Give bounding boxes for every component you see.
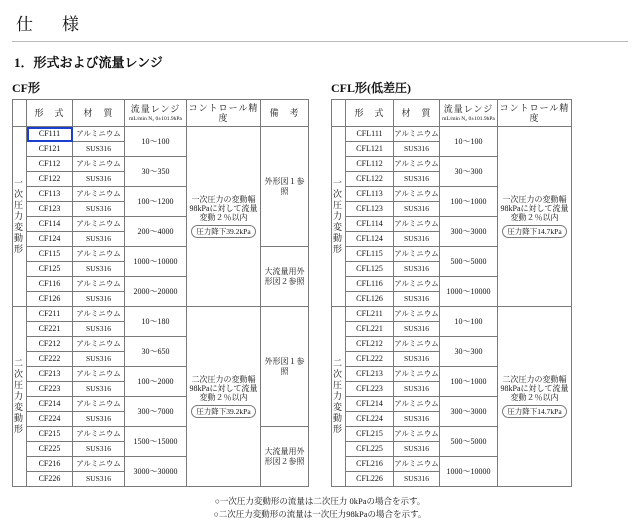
cell-material: SUS316	[394, 142, 440, 157]
cell-flow-range: 30～650	[125, 337, 187, 367]
header-flow-range-unit: mL/min N₂ 0±101.9hPa	[442, 115, 495, 122]
notes-block	[12, 495, 628, 521]
header-material: 材 質	[394, 100, 440, 127]
section-title: 1．形式および流量レンジ	[14, 55, 163, 70]
cell-material: アルミニウム	[73, 157, 125, 172]
cell-flow-range: 30～350	[125, 157, 187, 187]
cell-material: アルミニウム	[394, 307, 440, 322]
header-accuracy: コントロール精度	[498, 100, 572, 127]
cell-flow-range: 10～100	[440, 307, 498, 337]
table-block-cf	[12, 79, 309, 487]
table-row[interactable]	[13, 427, 309, 442]
cell-material: アルミニウム	[394, 427, 440, 442]
cell-accuracy-pressure-drop: 圧力降下14.7kPa	[502, 405, 566, 418]
cell-flow-range: 30～300	[440, 337, 498, 367]
group-side-label	[332, 307, 346, 487]
cell-remark: 大流量用外形図２参照	[261, 247, 309, 307]
cell-material: アルミニウム	[394, 157, 440, 172]
cell-model[interactable]: CFL211	[346, 307, 394, 322]
cell-model[interactable]: CFL214	[346, 397, 394, 412]
cell-material: SUS316	[73, 322, 125, 337]
cell-material: SUS316	[394, 352, 440, 367]
header-accuracy: コントロール精度	[187, 100, 261, 127]
cell-flow-range: 30～300	[440, 157, 498, 187]
header-material: 材 質	[73, 100, 125, 127]
cell-material: アルミニウム	[394, 277, 440, 292]
cell-material: SUS316	[394, 232, 440, 247]
group-side-label-text: 一次圧力変動形	[332, 178, 342, 255]
table-header-row	[332, 100, 572, 127]
table-row[interactable]	[13, 127, 309, 142]
cell-model[interactable]: CFL123	[346, 202, 394, 217]
cell-model[interactable]: CFL221	[346, 322, 394, 337]
cell-model[interactable]: CF125	[27, 262, 73, 277]
cell-flow-range: 2000～20000	[125, 277, 187, 307]
header-spacer	[13, 100, 27, 127]
cell-flow-range: 100～1000	[440, 187, 498, 217]
header-flow-range-unit: mL/min N₂ 0±101.9hPa	[129, 115, 182, 122]
cell-remark: 外形図１参照	[261, 307, 309, 427]
cell-material: SUS316	[394, 442, 440, 457]
cell-accuracy-pressure-drop: 圧力降下39.2kPa	[191, 225, 255, 238]
cell-flow-range: 200～4000	[125, 217, 187, 247]
cell-material: アルミニウム	[394, 247, 440, 262]
cell-accuracy: 二次圧力の変動幅98kPaに対して流量変動２％以内 圧力降下39.2kPa	[187, 307, 261, 487]
cell-material: SUS316	[73, 382, 125, 397]
spec-table-cf	[12, 99, 309, 487]
cell-material: アルミニウム	[73, 397, 125, 412]
page-title: 仕 様	[16, 15, 85, 34]
spec-table-cfl	[331, 99, 572, 487]
cell-flow-range: 1000～10000	[440, 277, 498, 307]
cell-accuracy-pressure-drop: 圧力降下39.2kPa	[191, 405, 255, 418]
table-row[interactable]	[332, 127, 572, 142]
cell-material: アルミニウム	[394, 457, 440, 472]
cell-flow-range: 1000～10000	[440, 457, 498, 487]
cell-flow-range: 500～5000	[440, 427, 498, 457]
cell-material: SUS316	[394, 472, 440, 487]
cell-material: SUS316	[394, 202, 440, 217]
cell-flow-range: 300～7000	[125, 397, 187, 427]
cell-model[interactable]: CFL121	[346, 142, 394, 157]
cell-material: SUS316	[73, 172, 125, 187]
table-label-cfl: CFL形(低差圧)	[331, 81, 411, 95]
cell-flow-range: 300～3000	[440, 397, 498, 427]
cell-flow-range: 300～3000	[440, 217, 498, 247]
table-row[interactable]	[332, 307, 572, 322]
header-flow-range: 流量レンジ mL/min N₂ 0±101.9hPa	[125, 100, 187, 127]
header-model: 形 式	[346, 100, 394, 127]
cell-model[interactable]: CFL212	[346, 337, 394, 352]
cell-model[interactable]: CF221	[27, 322, 73, 337]
cell-model[interactable]: CF124	[27, 232, 73, 247]
cell-material: SUS316	[73, 472, 125, 487]
cell-material: SUS316	[73, 292, 125, 307]
group-side-label	[332, 127, 346, 307]
cell-material: SUS316	[73, 262, 125, 277]
cell-accuracy: 一次圧力の変動幅98kPaに対して流量変動２％以内 圧力降下14.7kPa	[498, 127, 572, 307]
cell-model[interactable]: CF215	[27, 427, 73, 442]
cell-material: SUS316	[73, 412, 125, 427]
cell-flow-range: 1500～15000	[125, 427, 187, 457]
cell-model[interactable]: CF126	[27, 292, 73, 307]
cell-material: SUS316	[73, 142, 125, 157]
cell-material: アルミニウム	[73, 187, 125, 202]
cell-flow-range: 100～2000	[125, 367, 187, 397]
cell-flow-range: 10～100	[440, 127, 498, 157]
cell-material: SUS316	[394, 292, 440, 307]
cell-model[interactable]: CFL215	[346, 427, 394, 442]
cell-accuracy: 一次圧力の変動幅98kPaに対して流量変動２％以内 圧力降下39.2kPa	[187, 127, 261, 307]
cell-remark: 外形図１参照	[261, 127, 309, 247]
cell-material: アルミニウム	[73, 367, 125, 382]
cell-model[interactable]: CF212	[27, 337, 73, 352]
cell-model[interactable]: CFL124	[346, 232, 394, 247]
cell-flow-range: 3000～30000	[125, 457, 187, 487]
cell-material: アルミニウム	[394, 367, 440, 382]
cell-model[interactable]: CF114	[27, 217, 73, 232]
cell-model[interactable]: CF111	[27, 127, 73, 142]
cell-model[interactable]: CFL223	[346, 382, 394, 397]
cell-material: SUS316	[73, 232, 125, 247]
header-model: 形 式	[27, 100, 73, 127]
cell-model[interactable]: CF211	[27, 307, 73, 322]
cell-material: アルミニウム	[73, 427, 125, 442]
cell-model[interactable]: CF112	[27, 157, 73, 172]
cell-material: SUS316	[394, 412, 440, 427]
cell-model[interactable]: CFL224	[346, 412, 394, 427]
cell-material: アルミニウム	[394, 397, 440, 412]
group-side-label	[13, 307, 27, 487]
cell-model[interactable]: CFL126	[346, 292, 394, 307]
title-divider	[12, 41, 628, 42]
group-side-label-text: 二次圧力変動形	[13, 358, 23, 435]
cell-model[interactable]: CFL225	[346, 442, 394, 457]
cell-model[interactable]: CFL114	[346, 217, 394, 232]
cell-material: SUS316	[394, 262, 440, 277]
cell-material: アルミニウム	[73, 127, 125, 142]
cell-material: SUS316	[394, 382, 440, 397]
cell-material: SUS316	[394, 172, 440, 187]
cell-model[interactable]: CFL116	[346, 277, 394, 292]
cell-model[interactable]: CF226	[27, 472, 73, 487]
cell-material: アルミニウム	[394, 127, 440, 142]
cell-model[interactable]: CFL115	[346, 247, 394, 262]
cell-model[interactable]: CF213	[27, 367, 73, 382]
cell-model[interactable]: CF122	[27, 172, 73, 187]
cell-model[interactable]: CFL216	[346, 457, 394, 472]
table-row[interactable]	[13, 247, 309, 262]
cell-model[interactable]: CFL111	[346, 127, 394, 142]
cell-model[interactable]: CF115	[27, 247, 73, 262]
cell-model[interactable]: CF113	[27, 187, 73, 202]
cell-model[interactable]: CFL213	[346, 367, 394, 382]
table-header-row	[13, 100, 309, 127]
cell-model[interactable]: CF225	[27, 442, 73, 457]
cell-model[interactable]: CF123	[27, 202, 73, 217]
cell-material: SUS316	[394, 322, 440, 337]
group-side-label-text: 二次圧力変動形	[332, 358, 342, 435]
cell-material: アルミニウム	[394, 187, 440, 202]
cell-flow-range: 100～1000	[440, 367, 498, 397]
cell-model[interactable]: CF224	[27, 412, 73, 427]
cell-flow-range: 100～1200	[125, 187, 187, 217]
cell-model[interactable]: CFL226	[346, 472, 394, 487]
table-block-cfl	[331, 79, 572, 487]
tables-container	[12, 79, 628, 487]
header-spacer	[332, 100, 346, 127]
cell-model[interactable]: CF121	[27, 142, 73, 157]
cell-model[interactable]: CFL222	[346, 352, 394, 367]
cell-material: SUS316	[73, 352, 125, 367]
cell-model[interactable]: CF223	[27, 382, 73, 397]
cell-material: アルミニウム	[73, 337, 125, 352]
cell-model[interactable]: CF216	[27, 457, 73, 472]
group-side-label-text: 一次圧力変動形	[13, 178, 23, 255]
group-side-label	[13, 127, 27, 307]
cell-material: アルミニウム	[73, 307, 125, 322]
cell-flow-range: 500～5000	[440, 247, 498, 277]
cell-material: SUS316	[73, 202, 125, 217]
note-line-1: ○一次圧力変動形の流量は二次圧力 0kPaの場合を示す。	[214, 496, 426, 506]
cell-remark: 大流量用外形図２参照	[261, 427, 309, 487]
cell-material: アルミニウム	[73, 217, 125, 232]
cell-accuracy: 二次圧力の変動幅98kPaに対して流量変動２％以内 圧力降下14.7kPa	[498, 307, 572, 487]
cell-model[interactable]: CFL125	[346, 262, 394, 277]
cell-flow-range: 10～180	[125, 307, 187, 337]
table-label-cf: CF形	[12, 81, 40, 95]
cell-flow-range: 1000～10000	[125, 247, 187, 277]
header-flow-range: 流量レンジ mL/min N₂ 0±101.9hPa	[440, 100, 498, 127]
cell-model[interactable]: CF214	[27, 397, 73, 412]
cell-material: SUS316	[73, 442, 125, 457]
header-remark: 備 考	[261, 100, 309, 127]
cell-model[interactable]: CFL112	[346, 157, 394, 172]
cell-material: アルミニウム	[73, 277, 125, 292]
table-row[interactable]	[13, 307, 309, 322]
cell-model[interactable]: CF222	[27, 352, 73, 367]
cell-material: アルミニウム	[394, 217, 440, 232]
cell-accuracy-pressure-drop: 圧力降下14.7kPa	[502, 225, 566, 238]
cell-flow-range: 10～100	[125, 127, 187, 157]
cell-material: アルミニウム	[394, 337, 440, 352]
cell-model[interactable]: CFL113	[346, 187, 394, 202]
cell-model[interactable]: CFL122	[346, 172, 394, 187]
cell-material: アルミニウム	[73, 247, 125, 262]
cell-model[interactable]: CF116	[27, 277, 73, 292]
cell-material: アルミニウム	[73, 457, 125, 472]
note-line-2: ○二次圧力変動形の流量は一次圧力98kPaの場合を示す。	[213, 509, 427, 520]
